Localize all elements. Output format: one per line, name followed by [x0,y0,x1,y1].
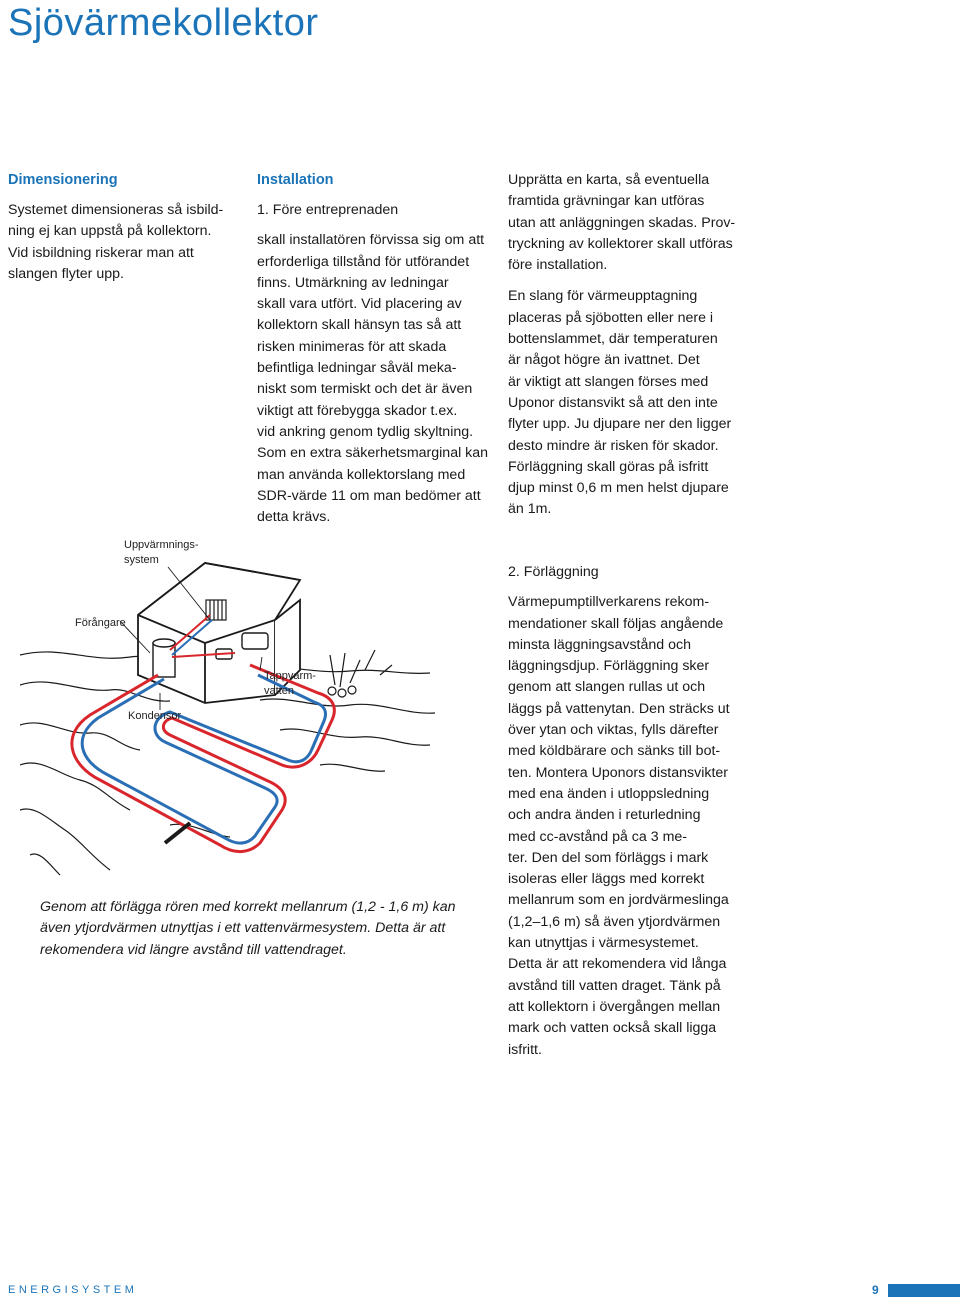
page-title: Sjövärmekollektor [8,2,319,44]
lake-collector-diagram [20,525,470,895]
heat-pump-icon [153,639,175,677]
reeds [328,650,392,697]
laying-step: 2. Förläggning [508,564,599,580]
diagram-svg [20,525,470,895]
label-heating-line1: Uppvärmnings- [124,539,199,551]
anchor-line [165,823,190,843]
dimensioning-heading: Dimensionering [8,172,118,188]
label-heating-line2: system [124,554,159,566]
column3-section [508,170,753,531]
label-evaporator: Förångare [75,617,126,629]
installation-text: skall installatören förvissa sig om att erforderliga tillstånd för utförandet finns. Utmärkning av ledningar skall vara utfört. Vid placering av kollektorn skall hänsyn tas så att risken minimeras för att skada befintliga ledningar såväl meka- niskt som termiskt och det är även viktigt att förebygga skador t.ex. vid ankring genom tydlig skyltning. Som en extra säkerhetsmarginal kan man använda kollektorslang med SDR-värde 11 om man bedömer att detta krävs. [257,232,489,526]
diagram-caption: Genom att förlägga rören med korrekt mellanrum (1,2 - 1,6 m) kan även ytjordvärmen utnyttjas i ett vattenvärmesystem. Detta är att rekomendera vid längre avstånd till vattendraget. [40,899,456,958]
label-condenser: Kondensor [128,710,182,722]
footer-brand: ENERGISYSTEM [8,1284,138,1296]
label-tapwater-line2: vatten [264,685,294,697]
column3-paragraph1: Upprätta en karta, så eventuella framtida grävningar kan utföras utan att anläggningen skadas. Prov- tryckning av kollektorer skall utföras före installation. [508,172,736,274]
laying-section [508,562,753,1071]
label-tapwater-line1: Tappvarm- [264,670,316,682]
page-number: 9 [872,1283,879,1297]
laying-text: Värmepumptillverkarens rekom- mendationer skall följas angående minsta läggningsavstånd och läggningsdjup. Förläggning sker genom att slangen rullas ut och läggs på vattenytan. Den sträcks ut över ytan och viktas, fylls därefter med köldbärare och sänks till bot- ten. Montera Uponors distansvikter med ena änden i utloppsledning och andra änden i returledning med cc-avstånd på ca 3 me- ter. Den del som förläggs i mark isoleras eller läggs med korrekt mellanrum som en jordvärmeslinga (1,2–1,6 m) så även ytjordvärmen kan utnyttjas i värmesystemet. Detta är att rekomendera vid långa avstånd till vatten draget. Tänk på att kollektorn i övergången mellan mark och vatten också skall ligga isfritt. [508,594,730,1058]
dimensioning-text: Systemet dimensioneras så isbild- ning ej kan uppstå på kollektorn. Vid isbildning riskerar man att slangen flyter upp. [8,202,224,282]
footer-accent-bar [888,1284,960,1297]
installation-step: 1. Före entreprenaden [257,202,399,218]
dimensioning-section [8,170,233,295]
installation-heading: Installation [257,172,334,188]
column3-paragraph2: En slang för värmeupptagning placeras på sjöbotten eller nere i bottenslammet, där temperaturen är något högre än ivattnet. Det är viktigt att slangen förses med Uponor distansvikt så att den inte flyter upp. Ju djupare ner den ligger desto mindre är risken för skador. Förläggning skall göras på isfritt djup minst 0,6 m men helst djupare än 1m. [508,288,732,518]
installation-section [257,170,497,538]
